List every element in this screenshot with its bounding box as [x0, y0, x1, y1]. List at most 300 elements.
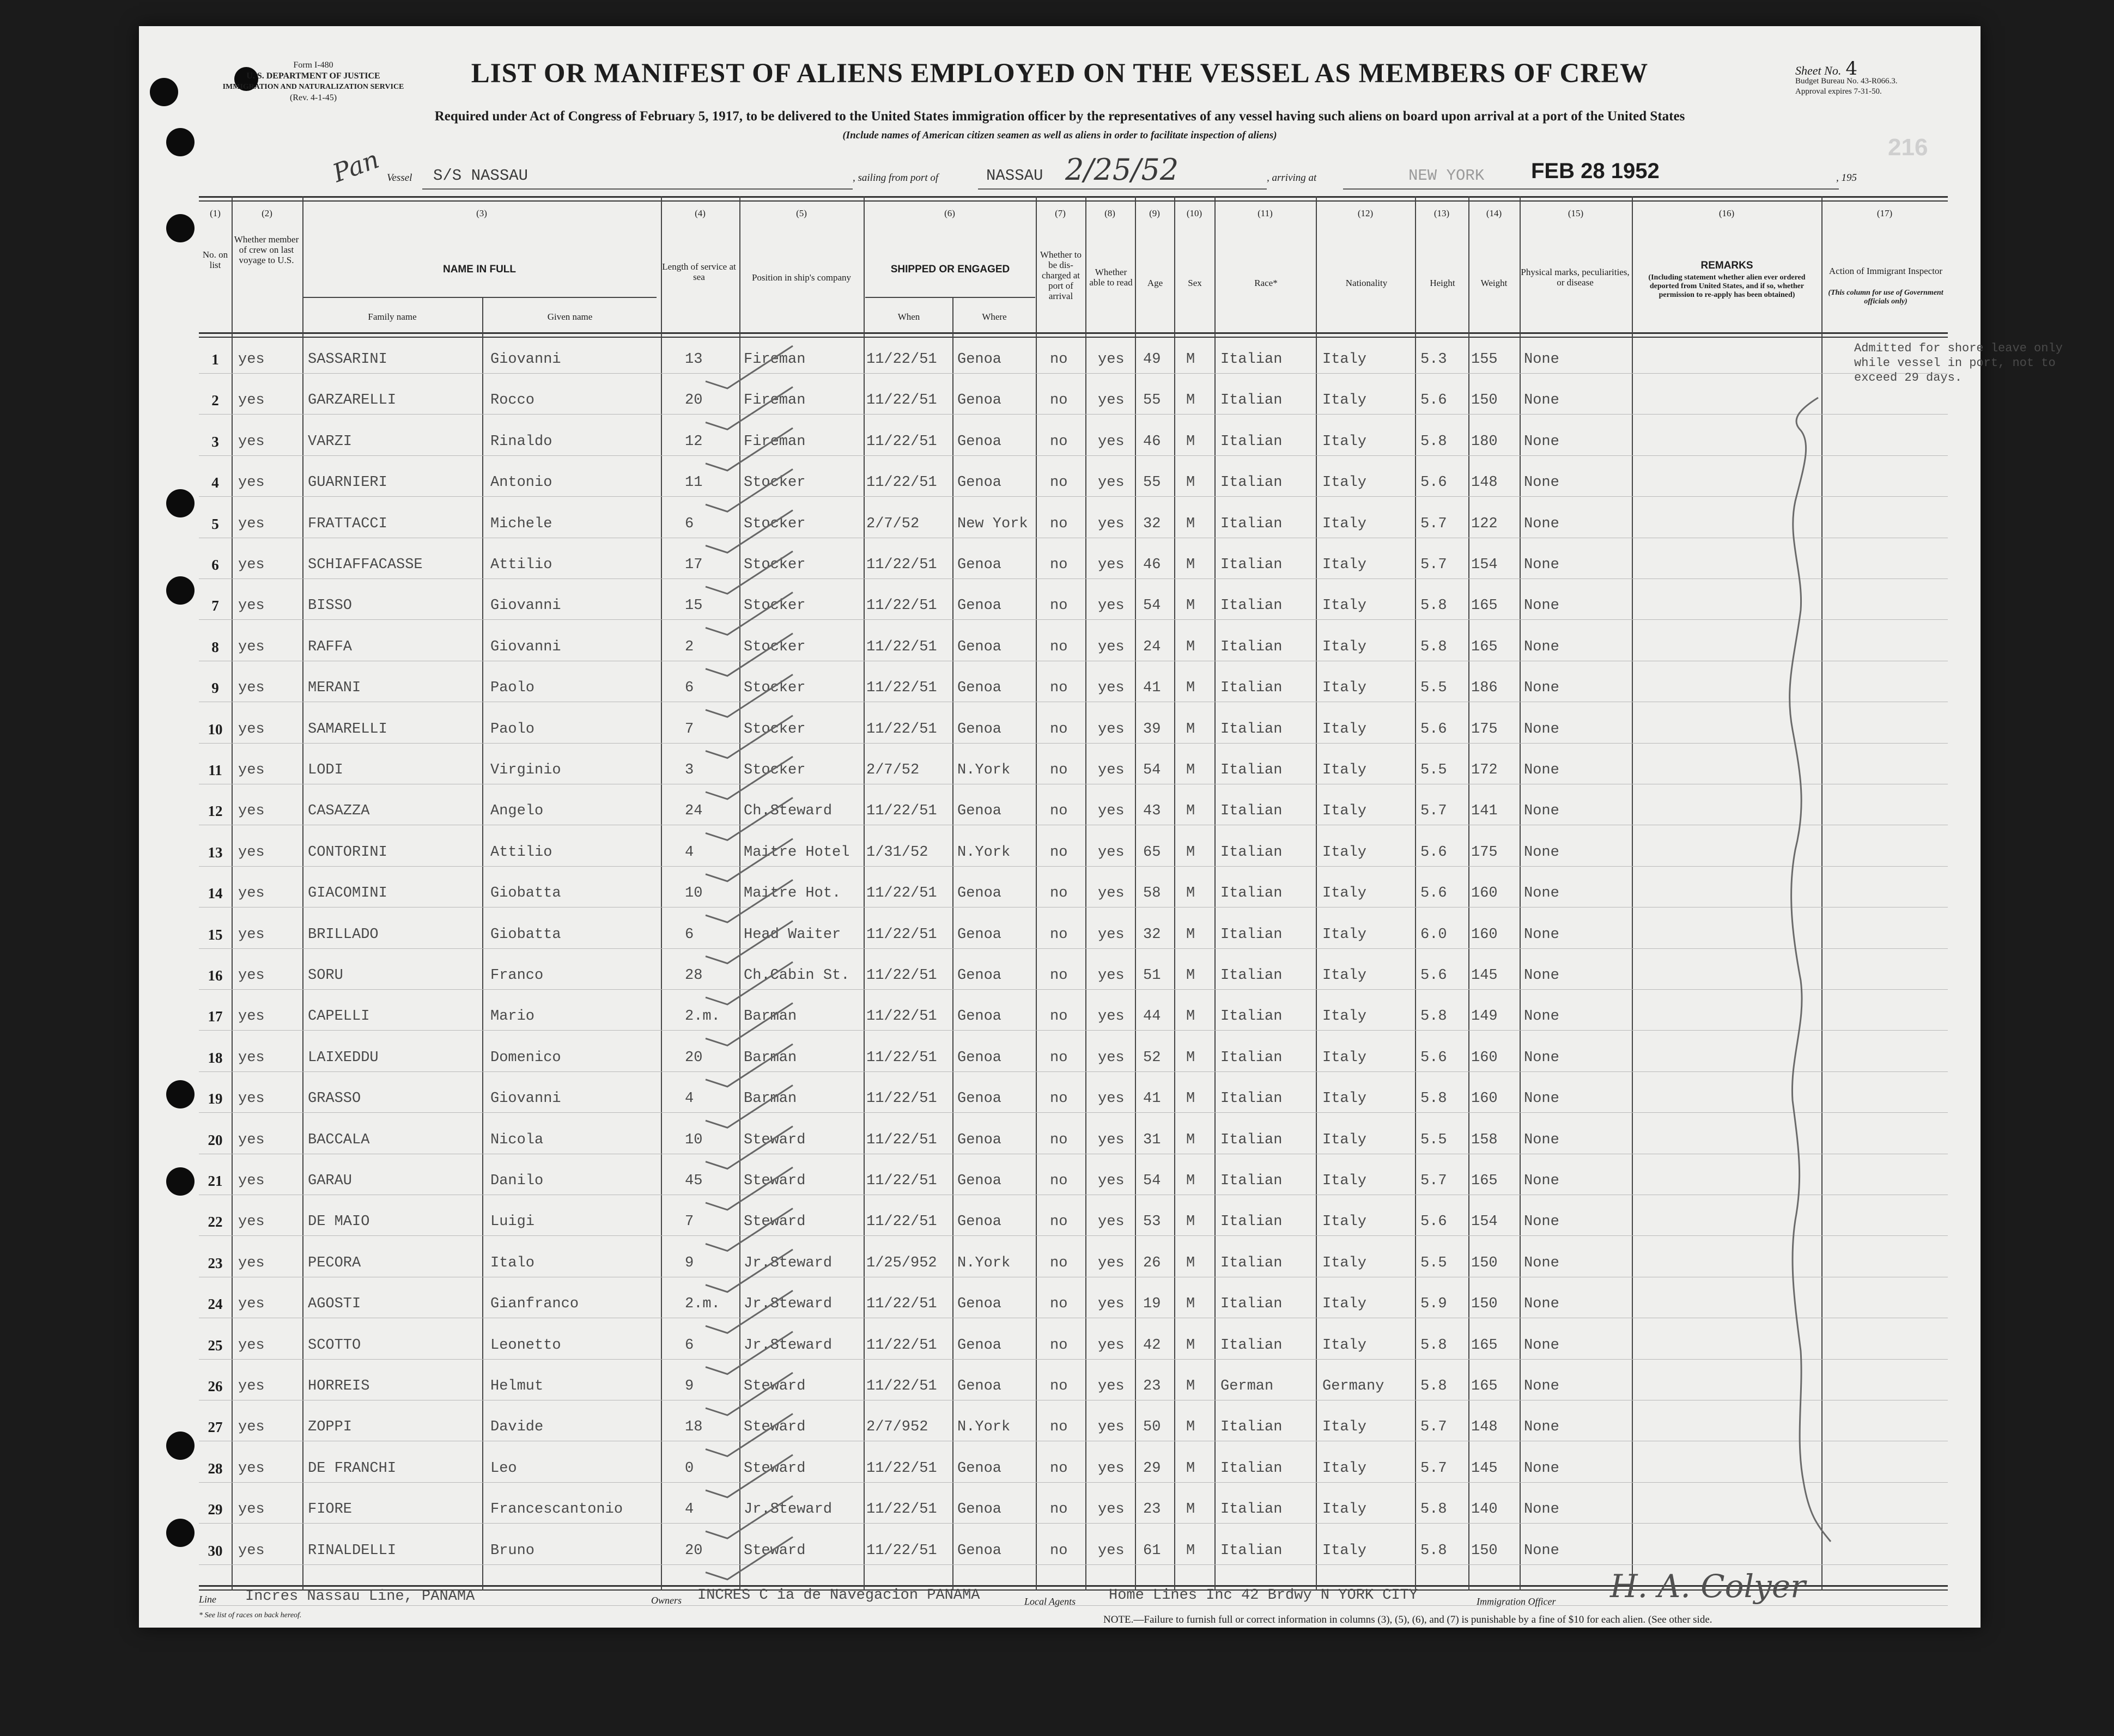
document-title: LIST OR MANIFEST OF ALIENS EMPLOYED ON THE VESSEL AS MEMBERS OF CREW	[471, 58, 1649, 89]
weight: 145	[1471, 967, 1498, 984]
row-number: 22	[208, 1214, 223, 1231]
weight: 160	[1471, 885, 1498, 902]
discharged: no	[1050, 680, 1068, 697]
given-name: Giovanni	[490, 638, 561, 655]
position: Barman	[744, 1091, 797, 1107]
discharged: no	[1050, 351, 1068, 368]
age: 54	[1143, 1173, 1161, 1189]
race: Italian	[1220, 680, 1283, 697]
header-remarks-instructions: (Including statement whether alien ever ordered deported from United States, and if so, whether permission to re-apply has been obtained)	[1648, 273, 1806, 299]
given-name: Giovanni	[490, 598, 561, 614]
local-agents-label: Local Agents	[1024, 1596, 1076, 1607]
shipped-where: Genoa	[957, 1131, 1002, 1148]
age: 29	[1143, 1460, 1161, 1477]
family-name: DE FRANCHI	[308, 1460, 397, 1477]
row-number: 28	[208, 1460, 223, 1477]
shipped-when: 11/22/51	[866, 1542, 937, 1559]
line-label: Line	[199, 1594, 217, 1605]
nationality: Italy	[1322, 803, 1367, 820]
given-name: Attilio	[490, 557, 552, 573]
sex: M	[1186, 762, 1195, 778]
service-length: 10	[685, 885, 703, 902]
family-name: GARZARELLI	[308, 392, 397, 409]
family-name: ZOPPI	[308, 1419, 353, 1436]
nationality: Italy	[1322, 351, 1367, 368]
stamp-number: 216	[1888, 134, 1928, 161]
height: 6.0	[1420, 926, 1447, 943]
sex: M	[1186, 638, 1195, 655]
family-name: SCHIAFFACASSE	[308, 557, 423, 573]
service-length: 24	[685, 803, 703, 820]
race: Italian	[1220, 721, 1283, 738]
nationality: Germany	[1322, 1378, 1384, 1394]
service-length: 3	[685, 762, 694, 778]
nationality: Italy	[1322, 680, 1367, 697]
age: 58	[1143, 885, 1161, 902]
header-height: Height	[1430, 278, 1455, 288]
family-name: AGOSTI	[308, 1296, 361, 1313]
height: 5.7	[1420, 515, 1447, 532]
nationality: Italy	[1322, 1501, 1367, 1518]
service-length: 4	[685, 1501, 694, 1518]
weight: 150	[1471, 1296, 1498, 1313]
discharged: no	[1050, 1337, 1068, 1354]
position: Steward	[744, 1542, 806, 1559]
position: Stocker	[744, 474, 806, 491]
column-number: (6)	[944, 208, 955, 218]
sex: M	[1186, 1049, 1195, 1066]
physical-marks: None	[1524, 1419, 1559, 1436]
row-number: 1	[211, 351, 219, 368]
given-name: Antonio	[490, 474, 552, 491]
position: Ch.Cabin St.	[744, 967, 850, 984]
shipped-where: Genoa	[957, 474, 1002, 491]
nationality: Italy	[1322, 638, 1367, 655]
service-length: 11	[685, 474, 703, 491]
shipped-when: 11/22/51	[866, 1008, 937, 1025]
header-length-of-service: Length of service at sea	[662, 261, 736, 282]
shipped-where: N.York	[957, 1254, 1011, 1271]
family-name: LAIXEDDU	[308, 1049, 379, 1066]
header-shipped-where: Where	[982, 312, 1007, 322]
age: 23	[1143, 1501, 1161, 1518]
given-name: Davide	[490, 1419, 544, 1436]
able-to-read: yes	[1098, 1049, 1125, 1066]
given-name: Francescantonio	[490, 1501, 623, 1518]
shipped-when: 2/7/52	[866, 515, 920, 532]
discharged: no	[1050, 474, 1068, 491]
given-name: Mario	[490, 1008, 535, 1025]
height: 5.8	[1420, 1501, 1447, 1518]
row-number: 26	[208, 1378, 223, 1394]
shipped-where: Genoa	[957, 1501, 1002, 1518]
nationality: Italy	[1322, 557, 1367, 573]
sex: M	[1186, 392, 1195, 409]
service-length: 2	[685, 638, 694, 655]
race: Italian	[1220, 433, 1283, 450]
physical-marks: None	[1524, 1378, 1559, 1394]
age: 31	[1143, 1131, 1161, 1148]
sex: M	[1186, 1501, 1195, 1518]
header-family-name: Family name	[368, 312, 417, 322]
position: Steward	[744, 1173, 806, 1189]
nationality: Italy	[1322, 967, 1367, 984]
family-name: GRASSO	[308, 1091, 361, 1107]
discharged: no	[1050, 1214, 1068, 1231]
column-number: (15)	[1568, 208, 1584, 218]
weight: 160	[1471, 1091, 1498, 1107]
header-physical-marks: Physical marks, peculiarities, or disease	[1521, 267, 1630, 288]
include-instruction: (Include names of American citizen seamen as well as aliens in order to facilitate inspection of aliens)	[842, 130, 1277, 141]
position: Stocker	[744, 557, 806, 573]
able-to-read: yes	[1098, 721, 1125, 738]
service-length: 20	[685, 392, 703, 409]
given-name: Giobatta	[490, 926, 561, 943]
service-length: 9	[685, 1254, 694, 1271]
column-number: (1)	[210, 208, 221, 218]
family-name: SASSARINI	[308, 351, 387, 368]
shipped-where: Genoa	[957, 1049, 1002, 1066]
shipped-where: Genoa	[957, 967, 1002, 984]
row-number: 13	[208, 844, 223, 861]
crew-status: yes	[238, 1091, 265, 1107]
header-discharged: Whether to be dis-charged at port of arrival	[1040, 249, 1082, 301]
row-number: 5	[211, 515, 219, 532]
physical-marks: None	[1524, 557, 1559, 573]
service-length: 12	[685, 433, 703, 450]
shipped-where: Genoa	[957, 1296, 1002, 1313]
service-length: 45	[685, 1173, 703, 1189]
sailing-port: NASSAU	[986, 167, 1043, 185]
given-name: Helmut	[490, 1378, 544, 1394]
race: Italian	[1220, 1542, 1283, 1559]
row-number: 11	[208, 762, 222, 778]
position: Stocker	[744, 680, 806, 697]
weight: 149	[1471, 1008, 1498, 1025]
weight: 140	[1471, 1501, 1498, 1518]
weight: 175	[1471, 721, 1498, 738]
shipped-when: 11/22/51	[866, 392, 937, 409]
able-to-read: yes	[1098, 1173, 1125, 1189]
age: 24	[1143, 638, 1161, 655]
crew-status: yes	[238, 598, 265, 614]
nationality: Italy	[1322, 1008, 1367, 1025]
given-name: Michele	[490, 515, 552, 532]
weight: 165	[1471, 1337, 1498, 1354]
physical-marks: None	[1524, 803, 1559, 820]
header-weight: Weight	[1480, 278, 1508, 288]
race: Italian	[1220, 1091, 1283, 1107]
nationality: Italy	[1322, 721, 1367, 738]
height: 5.8	[1420, 433, 1447, 450]
weight: 165	[1471, 1378, 1498, 1394]
position: Fireman	[744, 433, 806, 450]
nationality: Italy	[1322, 1254, 1367, 1271]
race: Italian	[1220, 844, 1283, 861]
crew-status: yes	[238, 803, 265, 820]
race: Italian	[1220, 1337, 1283, 1354]
crew-status: yes	[238, 762, 265, 778]
discharged: no	[1050, 1008, 1068, 1025]
position: Stocker	[744, 515, 806, 532]
physical-marks: None	[1524, 721, 1559, 738]
shipped-when: 11/22/51	[866, 885, 937, 902]
service-length: 7	[685, 721, 694, 738]
weight: 150	[1471, 1542, 1498, 1559]
family-name: RINALDELLI	[308, 1542, 397, 1559]
crew-status: yes	[238, 680, 265, 697]
race: Italian	[1220, 1008, 1283, 1025]
crew-status: yes	[238, 1173, 265, 1189]
row-number: 23	[208, 1254, 223, 1271]
service-length: 6	[685, 515, 694, 532]
sex: M	[1186, 1254, 1195, 1271]
given-name: Nicola	[490, 1131, 544, 1148]
physical-marks: None	[1524, 885, 1559, 902]
age: 46	[1143, 433, 1161, 450]
column-number: (13)	[1433, 208, 1450, 218]
row-number: 16	[208, 967, 223, 984]
shipped-where: N.York	[957, 762, 1011, 778]
physical-marks: None	[1524, 680, 1559, 697]
header-position: Position in ship's company	[751, 272, 852, 283]
sheet-number-value: 4	[1845, 58, 1857, 80]
header-inspector-instructions: (This column for use of Government officials only)	[1828, 289, 1943, 306]
header-sex: Sex	[1188, 278, 1202, 288]
given-name: Luigi	[490, 1214, 535, 1231]
service-length: 15	[685, 598, 703, 614]
height: 5.5	[1420, 680, 1447, 697]
row-number: 14	[208, 885, 223, 902]
crew-status: yes	[238, 885, 265, 902]
shipped-when: 11/22/51	[866, 598, 937, 614]
discharged: no	[1050, 1460, 1068, 1477]
row-number: 12	[208, 803, 223, 820]
family-name: CASAZZA	[308, 803, 370, 820]
header-remarks: REMARKS	[1700, 260, 1753, 271]
row-number: 9	[211, 680, 219, 697]
shipped-when: 11/22/51	[866, 1214, 937, 1231]
height: 5.7	[1420, 1460, 1447, 1477]
race: Italian	[1220, 885, 1283, 902]
service-length: 9	[685, 1378, 694, 1394]
crew-status: yes	[238, 1254, 265, 1271]
height: 5.8	[1420, 598, 1447, 614]
header-able-to-read: Whether able to read	[1089, 267, 1133, 288]
weight: 165	[1471, 638, 1498, 655]
family-name: GARAU	[308, 1173, 353, 1189]
punch-hole	[166, 1519, 195, 1547]
arriving-label: , arriving at	[1267, 172, 1317, 184]
age: 32	[1143, 926, 1161, 943]
owners-label: Owners	[651, 1595, 682, 1606]
nationality: Italy	[1322, 433, 1367, 450]
discharged: no	[1050, 433, 1068, 450]
nationality: Italy	[1322, 1337, 1367, 1354]
sex: M	[1186, 351, 1195, 368]
discharged: no	[1050, 1049, 1068, 1066]
able-to-read: yes	[1098, 557, 1125, 573]
crew-status: yes	[238, 1378, 265, 1394]
sex: M	[1186, 1542, 1195, 1559]
shipped-where: Genoa	[957, 803, 1002, 820]
nationality: Italy	[1322, 598, 1367, 614]
discharged: no	[1050, 1378, 1068, 1394]
race: Italian	[1220, 351, 1283, 368]
able-to-read: yes	[1098, 1254, 1125, 1271]
position: Stocker	[744, 721, 806, 738]
position: Ch.Steward	[744, 803, 833, 820]
margin-note: Pan	[329, 144, 383, 188]
row-number: 24	[208, 1296, 223, 1313]
race: Italian	[1220, 598, 1283, 614]
height: 5.8	[1420, 1091, 1447, 1107]
crew-status: yes	[238, 1542, 265, 1559]
given-name: Leo	[490, 1460, 517, 1477]
row-number: 21	[208, 1173, 223, 1189]
row-number: 25	[208, 1337, 223, 1354]
sex: M	[1186, 515, 1195, 532]
shipped-where: New York	[957, 515, 1028, 532]
punch-hole	[166, 1167, 195, 1196]
position: Maitre Hotel	[744, 844, 850, 861]
physical-marks: None	[1524, 351, 1559, 368]
crew-status: yes	[238, 1501, 265, 1518]
sex: M	[1186, 1337, 1195, 1354]
shipped-when: 11/22/51	[866, 351, 937, 368]
age: 50	[1143, 1419, 1161, 1436]
nationality: Italy	[1322, 762, 1367, 778]
able-to-read: yes	[1098, 762, 1125, 778]
physical-marks: None	[1524, 1091, 1559, 1107]
nationality: Italy	[1322, 885, 1367, 902]
row-number: 17	[208, 1008, 223, 1025]
race: Italian	[1220, 1173, 1283, 1189]
given-name: Paolo	[490, 721, 535, 738]
crew-table	[199, 196, 1948, 1591]
physical-marks: None	[1524, 638, 1559, 655]
discharged: no	[1050, 762, 1068, 778]
punch-hole	[166, 1432, 195, 1460]
shipped-when: 2/7/952	[866, 1419, 928, 1436]
given-name: Giovanni	[490, 1091, 561, 1107]
header-shipped-or-engaged: SHIPPED OR ENGAGED	[890, 264, 1010, 275]
age: 41	[1143, 1091, 1161, 1107]
row-number: 19	[208, 1091, 223, 1107]
able-to-read: yes	[1098, 1337, 1125, 1354]
age: 54	[1143, 598, 1161, 614]
discharged: no	[1050, 926, 1068, 943]
age: 39	[1143, 721, 1161, 738]
given-name: Giovanni	[490, 351, 561, 368]
vessel-label: Vessel	[387, 172, 412, 184]
able-to-read: yes	[1098, 515, 1125, 532]
header-shipped-when: When	[897, 312, 920, 322]
position: Stocker	[744, 638, 806, 655]
sex: M	[1186, 680, 1195, 697]
sailing-label: , sailing from port of	[853, 172, 939, 184]
family-name: DE MAIO	[308, 1214, 370, 1231]
shipped-where: Genoa	[957, 721, 1002, 738]
shipped-where: Genoa	[957, 1378, 1002, 1394]
position: Steward	[744, 1131, 806, 1148]
crew-status: yes	[238, 1131, 265, 1148]
discharged: no	[1050, 598, 1068, 614]
crew-status: yes	[238, 721, 265, 738]
nationality: Italy	[1322, 1460, 1367, 1477]
nationality: Italy	[1322, 1214, 1367, 1231]
discharged: no	[1050, 1131, 1068, 1148]
shipped-where: Genoa	[957, 351, 1002, 368]
year-label: , 195	[1836, 172, 1857, 184]
sex: M	[1186, 1173, 1195, 1189]
physical-marks: None	[1524, 1542, 1559, 1559]
header-inspector-action: Action of Immigrant Inspector	[1829, 266, 1943, 276]
row-number: 10	[208, 721, 223, 738]
discharged: no	[1050, 844, 1068, 861]
position: Fireman	[744, 351, 806, 368]
column-number: (11)	[1258, 208, 1273, 218]
height: 5.5	[1420, 762, 1447, 778]
weight: 158	[1471, 1131, 1498, 1148]
age: 61	[1143, 1542, 1161, 1559]
given-name: Paolo	[490, 680, 535, 697]
race: Italian	[1220, 638, 1283, 655]
immigration-officer-label: Immigration Officer	[1477, 1596, 1556, 1607]
physical-marks: None	[1524, 1337, 1559, 1354]
header-race: Race*	[1254, 278, 1278, 288]
sex: M	[1186, 1296, 1195, 1313]
sex: M	[1186, 1091, 1195, 1107]
height: 5.6	[1420, 721, 1447, 738]
service-length: 13	[685, 351, 703, 368]
row-number: 20	[208, 1131, 223, 1148]
sailing-date: 2/25/52	[1065, 153, 1179, 187]
shipped-where: Genoa	[957, 1214, 1002, 1231]
position: Barman	[744, 1049, 797, 1066]
position: Steward	[744, 1214, 806, 1231]
sex: M	[1186, 885, 1195, 902]
able-to-read: yes	[1098, 1131, 1125, 1148]
age: 65	[1143, 844, 1161, 861]
height: 5.7	[1420, 803, 1447, 820]
able-to-read: yes	[1098, 1542, 1125, 1559]
approval-expiry: Approval expires 7-31-50.	[1795, 87, 1882, 96]
sex: M	[1186, 1419, 1195, 1436]
service-length: 18	[685, 1419, 703, 1436]
service-length: 6	[685, 680, 694, 697]
discharged: no	[1050, 392, 1068, 409]
header-given-name: Given name	[547, 312, 593, 322]
height: 5.7	[1420, 1173, 1447, 1189]
race: Italian	[1220, 1049, 1283, 1066]
height: 5.8	[1420, 1337, 1447, 1354]
family-name: BISSO	[308, 598, 353, 614]
age: 32	[1143, 515, 1161, 532]
shipped-when: 11/22/51	[866, 1131, 937, 1148]
age: 55	[1143, 392, 1161, 409]
remarks-note: Admitted for shore leave only while vessel in port, not to exceed 29 days.	[1854, 342, 2063, 385]
weight: 172	[1471, 762, 1498, 778]
height: 5.5	[1420, 1254, 1447, 1271]
given-name: Virginio	[490, 762, 561, 778]
shipped-where: Genoa	[957, 1008, 1002, 1025]
able-to-read: yes	[1098, 1091, 1125, 1107]
age: 55	[1143, 474, 1161, 491]
column-number: (14)	[1486, 208, 1502, 218]
family-name: SCOTTO	[308, 1337, 361, 1354]
crew-status: yes	[238, 844, 265, 861]
